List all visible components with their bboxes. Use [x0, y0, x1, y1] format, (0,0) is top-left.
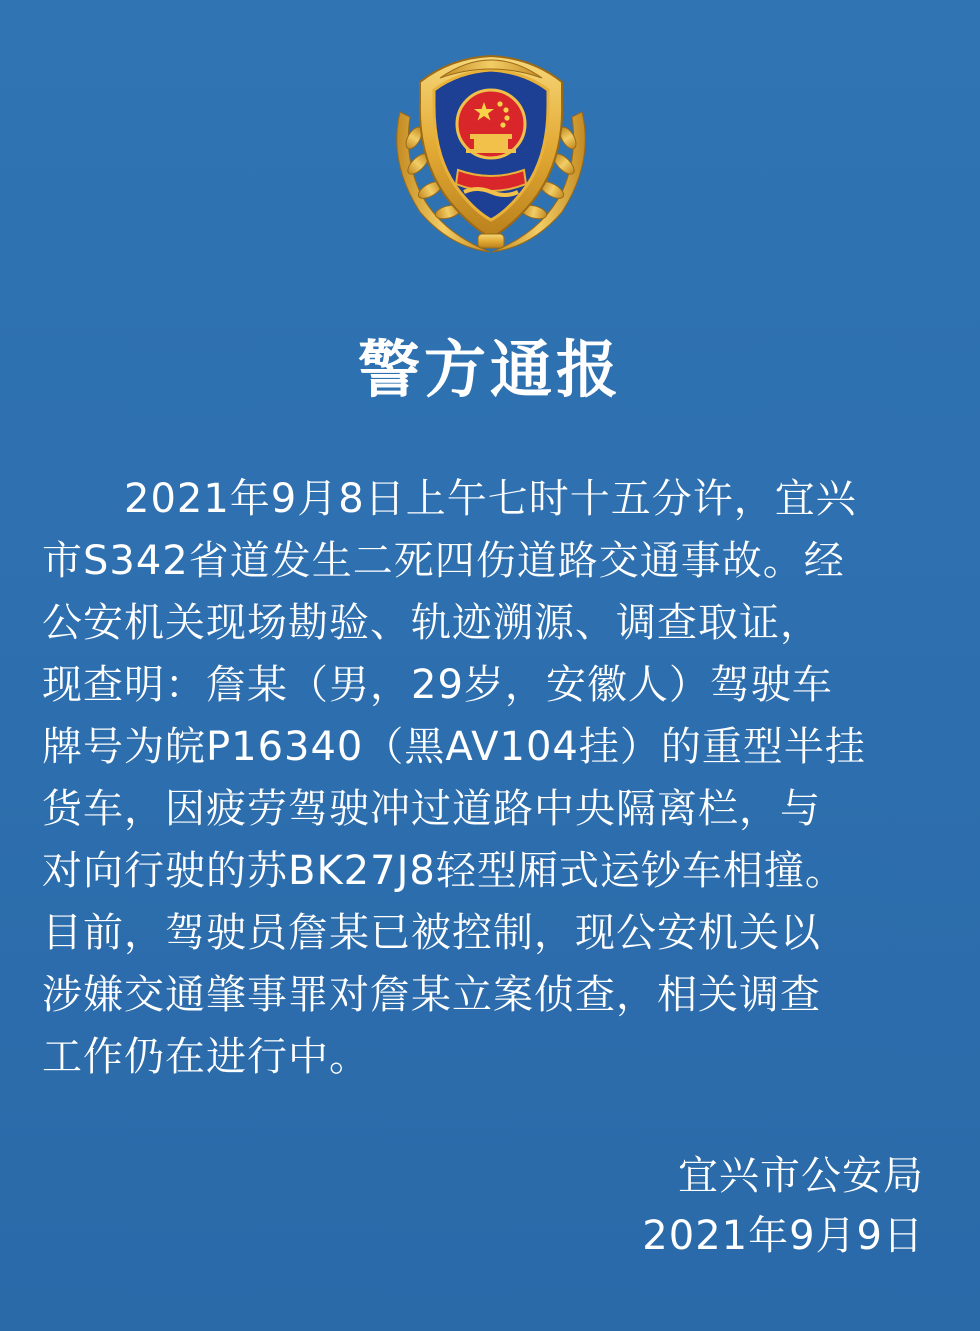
body-line: 牌号为皖P16340（黑AV104挂）的重型半挂	[42, 724, 866, 770]
notice-title: 警方通报	[357, 333, 622, 406]
issuer-name: 宜兴市公安局	[678, 1153, 924, 1199]
body-line: 2021年9月8日上午七时十五分许，宜兴	[42, 476, 857, 522]
body-line: 工作仍在进行中。	[42, 1034, 370, 1080]
body-line: 市S342省道发生二死四伤道路交通事故。经	[42, 538, 845, 584]
body-line: 对向行驶的苏BK27J8轻型厢式运钞车相撞。	[42, 848, 846, 894]
signature-block	[642, 1146, 924, 1266]
body-line: 公安机关现场勘验、轨迹溯源、调查取证，	[42, 600, 821, 646]
police-emblem-icon	[380, 42, 602, 262]
body-line: 现查明：詹某（男，29岁，安徽人）驾驶车	[42, 662, 833, 708]
notice-body	[42, 468, 922, 1088]
body-line: 货车，因疲劳驾驶冲过道路中央隔离栏，与	[42, 786, 821, 832]
issue-date: 2021年9月9日	[642, 1213, 924, 1259]
body-line: 涉嫌交通肇事罪对詹某立案侦查，相关调查	[42, 972, 821, 1018]
body-line: 目前，驾驶员詹某已被控制，现公安机关以	[42, 910, 821, 956]
